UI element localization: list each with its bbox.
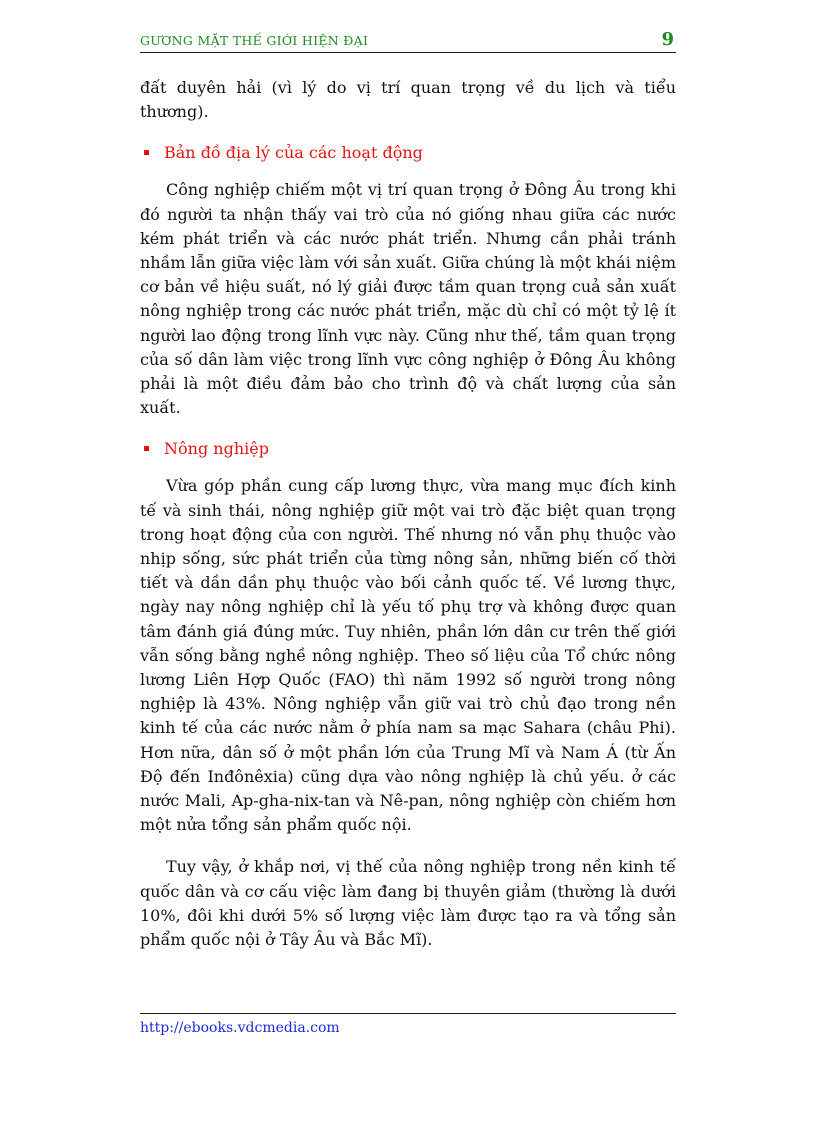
page-header [140,28,676,53]
industry-paragraph: Công nghiệp chiếm một vị trí quan trọng ở Đông Âu trong khi đó người ta nhận thấy vai trò của nó giống nhau giữa các nước kém phát triển và các nước phát triển. Nhưng cần phải tránh nhầm lẫn giữa việc làm với sản xuất. Giữa chúng là một khái niệm cơ bản về hiệu suất, nó lý giải được tầm quan trọng cuả sản xuất nông nghiệp trong các nước phát triển, mặc dù chỉ có một tỷ lệ ít người lao động trong lĩnh vực này. Cũng như thế, tầm quan trọng của số dân làm việc trong lĩnh vực công nghiệp ở Đông Âu không phải là một điều đảm bảo cho trình độ và chất lượng của sản xuất. [140,180,676,418]
section-heading-text: Nông nghiệp [164,439,269,459]
page-footer [140,1013,676,1036]
section-heading-activity-map [140,142,676,164]
section-heading-agriculture [140,438,676,460]
agriculture-paragraph-2: Tuy vậy, ở khắp nơi, vị thế của nông nghiệp trong nền kinh tế quốc dân và cơ cấu việc làm đang bị thuyên giảm (thường là dưới 10%, đôi khi dưới 5% số lượng việc làm được tạo ra và tổng sản phẩm quốc nội ở Tây Âu và Bắc Mĩ). [140,857,676,950]
square-bullet-icon [144,150,149,155]
footer-url-link[interactable]: http://ebooks.vdcmedia.com [140,1020,340,1036]
intro-paragraph: đất duyên hải (vì lý do vị trí quan trọng về du lịch và tiểu thương). [140,78,676,122]
square-bullet-icon [144,446,149,451]
book-title: GƯƠNG MẶT THẾ GIỚI HIỆN ĐẠI [140,33,369,48]
page-number: 9 [661,29,674,50]
section-heading-text: Bản đồ địa lý của các hoạt động [164,143,423,163]
agriculture-paragraph-1: Vừa góp phần cung cấp lương thực, vừa mang mục đích kinh tế và sinh thái, nông nghiệp giữ một vai trò đặc biệt quan trọng trong hoạt động của con người. Thế nhưng nó vẫn phụ thuộc vào nhịp sống, sức phát triển của từng nông sản, những biến cố thời tiết và dần dần phụ thuộc vào bối cảnh quốc tế. Về lương thực, ngày nay nông nghiệp chỉ là yếu tố phụ trợ và không được quan tâm đánh giá đúng mức. Tuy nhiên, phần lớn dân cư trên thế giới vẫn sống bằng nghề nông nghiệp. Theo số liệu của Tổ chức nông lương Liên Hợp Quốc (FAO) thì năm 1992 số người trong nông nghiệp là 43%. Nông nghiệp vẫn giữ vai trò chủ đạo trong nền kinh tế của các nước nằm ở phía nam sa mạc Sahara (châu Phi). Hơn nữa, dân số ở một phần lớn của Trung Mĩ và Nam Á (từ Ấn Độ đến Inđônêxia) cũng dựa vào nông nghiệp là chủ yếu. ở các nước Mali, Ap-gha-nix-tan và Nê-pan, nông nghiệp còn chiếm hơn một nửa tổng sản phẩm quốc nội. [140,476,676,835]
page-content [140,76,676,970]
